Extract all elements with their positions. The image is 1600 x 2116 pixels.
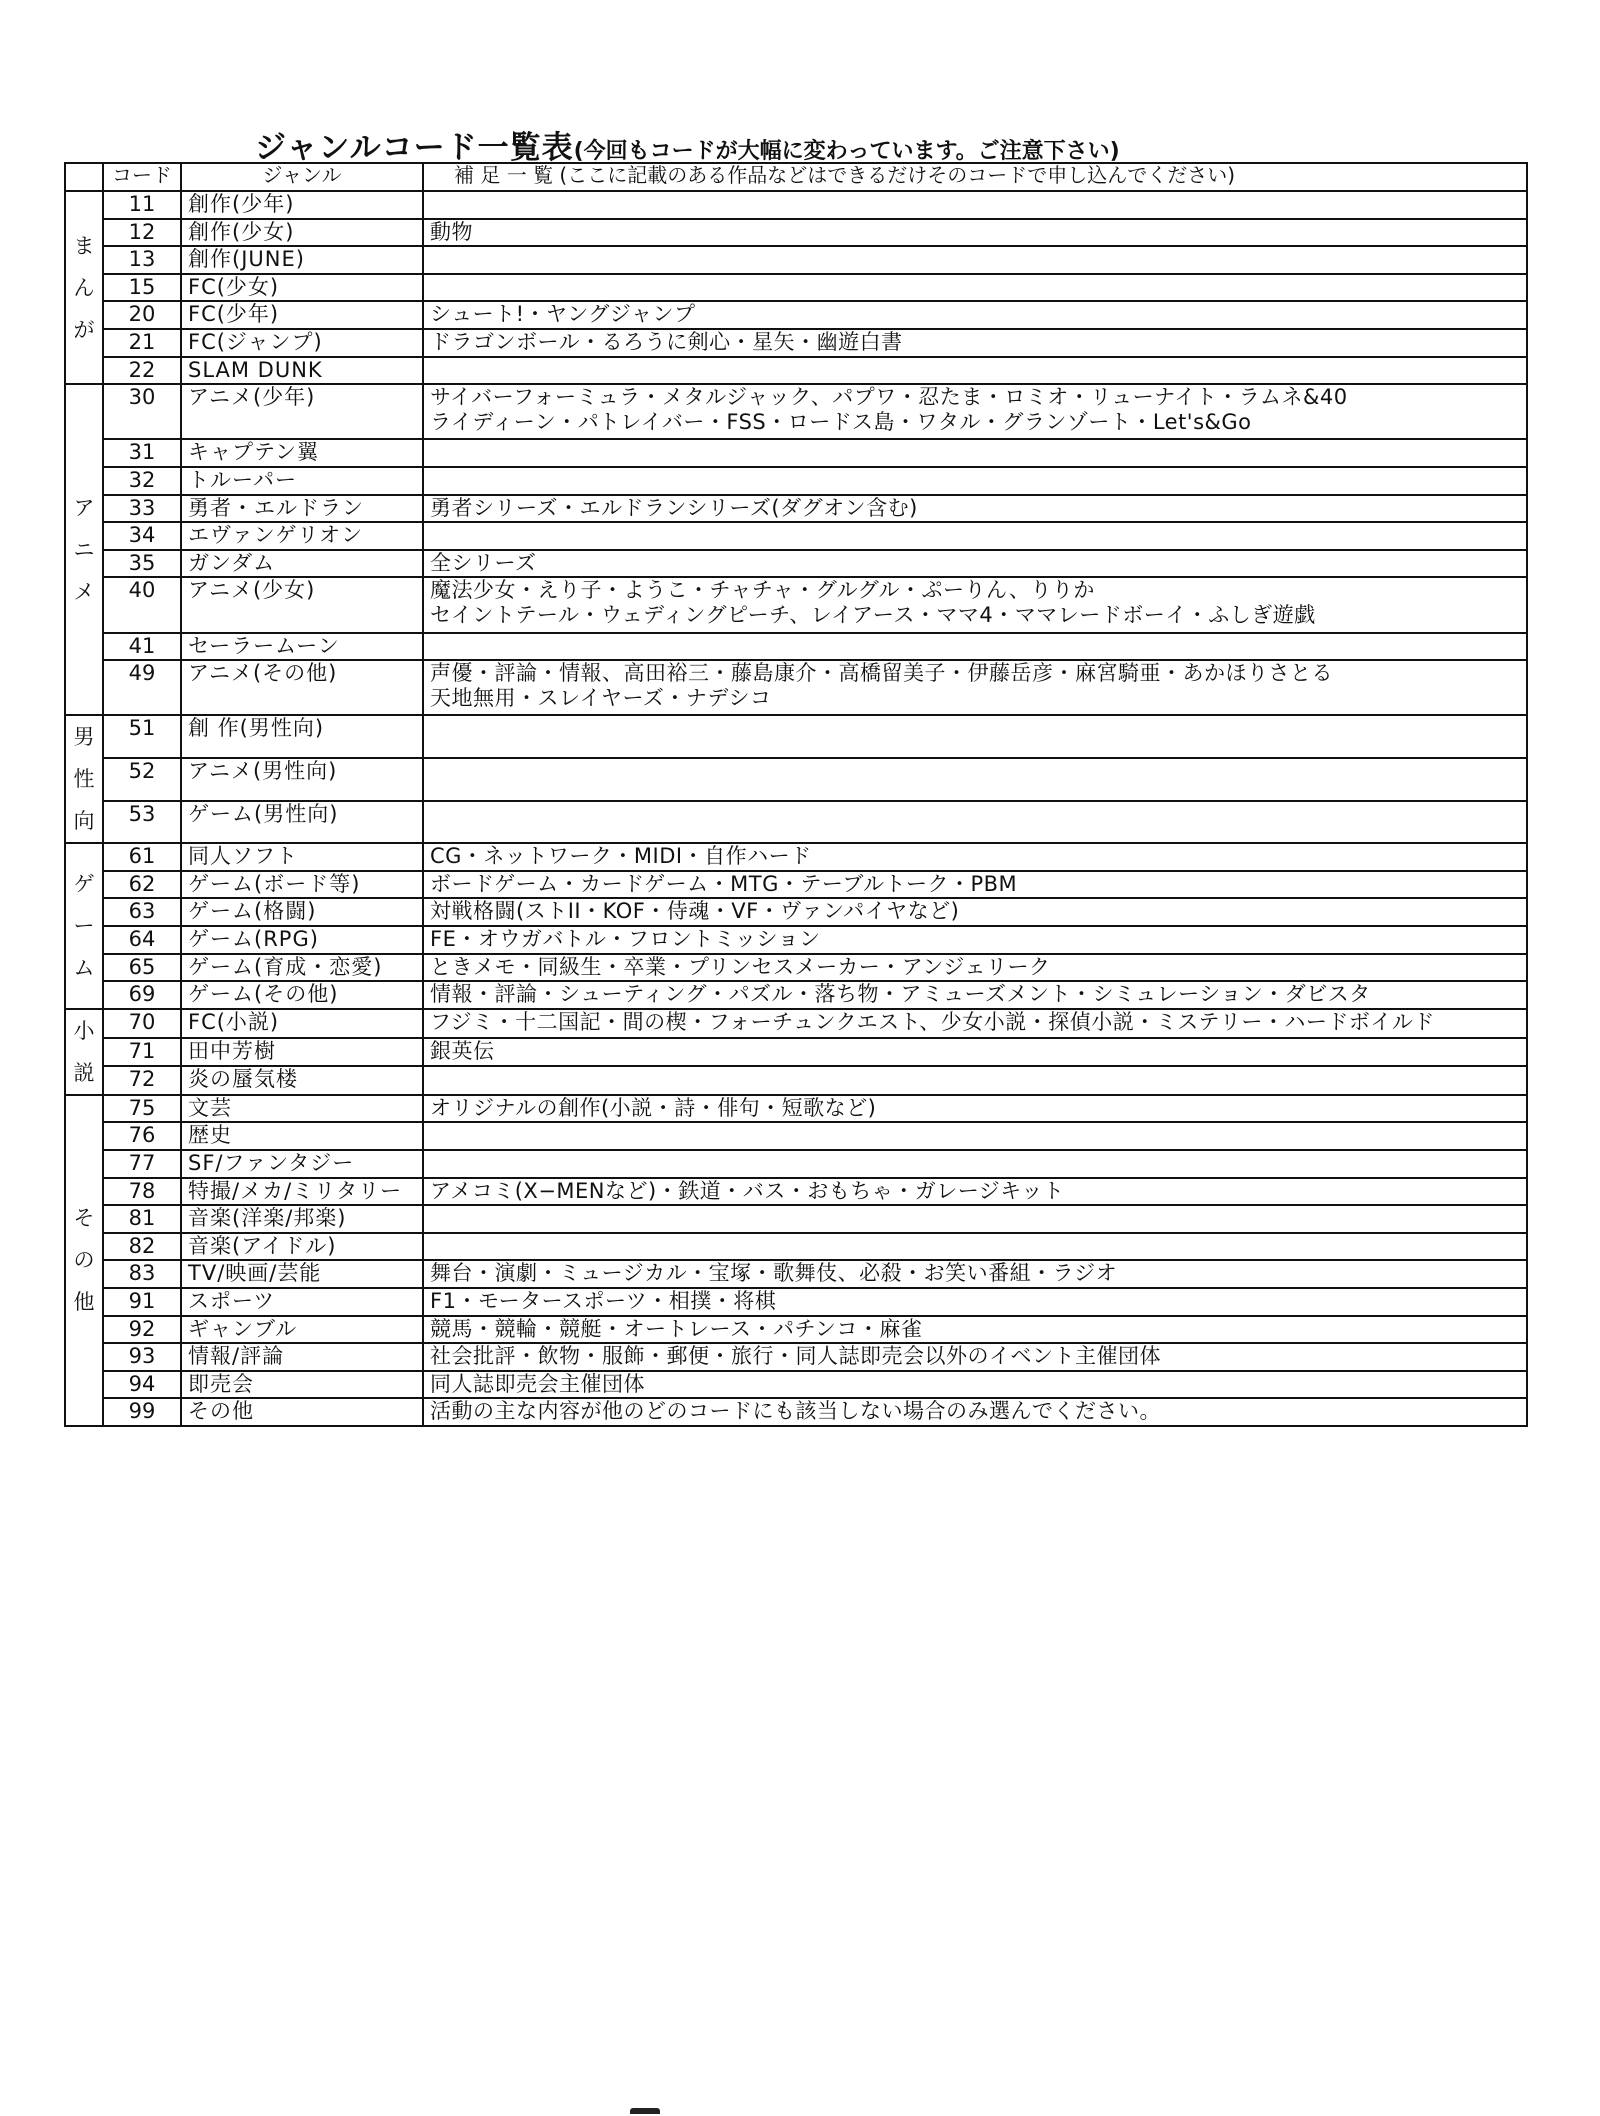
- note-cell: [423, 550, 1527, 578]
- genre-cell: アニメ(少年): [181, 384, 423, 439]
- table-row: [65, 843, 1527, 871]
- code-cell: 32: [103, 467, 181, 495]
- code-cell: 33: [103, 495, 181, 523]
- table-row: [65, 246, 1527, 274]
- table-row: [65, 1343, 1527, 1371]
- note-line: フジミ・十二国記・間の楔・フォーチュンクエスト、少女小説・探偵小説・ミステリー・ハードボイルド: [430, 1009, 1435, 1034]
- genre-cell: 創作(少年): [181, 191, 423, 219]
- table-row: [65, 633, 1527, 661]
- code-cell: 70: [103, 1009, 181, 1038]
- genre-cell: ゲーム(その他): [181, 981, 423, 1009]
- note-line: 天地無用・スレイヤーズ・ナデシコ: [430, 685, 772, 710]
- genre-cell: ガンダム: [181, 550, 423, 578]
- note-cell: [423, 1398, 1527, 1426]
- header-genre: ジャンル: [181, 163, 423, 191]
- code-cell: 31: [103, 439, 181, 467]
- page-title: [255, 122, 1355, 164]
- table-row: [65, 357, 1527, 385]
- note-cell: [423, 329, 1527, 357]
- note-cell: [423, 1095, 1527, 1123]
- table-row: [65, 1288, 1527, 1316]
- code-cell: 15: [103, 274, 181, 302]
- note-line: F1・モータースポーツ・相撲・将棋: [430, 1289, 777, 1313]
- table-row: [65, 191, 1527, 219]
- note-cell: [423, 1371, 1527, 1399]
- category-cell: [65, 1095, 103, 1426]
- note-line: 全シリーズ: [430, 550, 537, 575]
- code-cell: 72: [103, 1066, 181, 1095]
- genre-cell: アニメ(その他): [181, 660, 423, 715]
- note-cell: [423, 1316, 1527, 1344]
- note-cell: [423, 495, 1527, 523]
- note-cell: [423, 843, 1527, 871]
- note-line: アメコミ(X−MENなど)・鉄道・バス・おもちゃ・ガレージキット: [430, 1178, 1065, 1203]
- genre-cell: 炎の蜃気楼: [181, 1066, 423, 1095]
- table-row: [65, 926, 1527, 954]
- code-cell: 40: [103, 577, 181, 632]
- table-row: [65, 1178, 1527, 1206]
- table-row: [65, 1233, 1527, 1261]
- title-subtitle: (今回もコードが大幅に変わっています。ご注意下さい): [573, 139, 1120, 164]
- note-line: ボードゲーム・カードゲーム・MTG・テーブルトーク・PBM: [430, 871, 1018, 896]
- code-cell: 82: [103, 1233, 181, 1261]
- code-cell: 52: [103, 758, 181, 801]
- genre-cell: 即売会: [181, 1371, 423, 1399]
- table-row: [65, 1398, 1527, 1426]
- genre-cell: 情報/評論: [181, 1343, 423, 1371]
- code-cell: 49: [103, 660, 181, 715]
- note-cell: [423, 633, 1527, 661]
- code-cell: 30: [103, 384, 181, 439]
- note-line: 舞台・演劇・ミュージカル・宝塚・歌舞伎、必殺・お笑い番組・ラジオ: [430, 1261, 1118, 1286]
- table-row: [65, 1260, 1527, 1288]
- note-line: 声優・評論・情報、高田裕三・藤島康介・高橋留美子・伊藤岳彦・麻宮騎亜・あかほりさとる: [430, 661, 1333, 686]
- table-row: [65, 384, 1527, 439]
- code-cell: 71: [103, 1038, 181, 1067]
- table-row: [65, 1122, 1527, 1150]
- genre-cell: ゲーム(RPG): [181, 926, 423, 954]
- note-line: 社会批評・飲物・服飾・郵便・旅行・同人誌即売会以外のイベント主催団体: [430, 1344, 1161, 1369]
- note-line: ときメモ・同級生・卒業・プリンセスメーカー・アンジェリーク: [430, 954, 1051, 979]
- genre-cell: ゲーム(格闘): [181, 898, 423, 926]
- code-cell: 92: [103, 1316, 181, 1344]
- genre-cell: エヴァンゲリオン: [181, 522, 423, 550]
- code-cell: 65: [103, 954, 181, 982]
- note-cell: [423, 1343, 1527, 1371]
- code-cell: 11: [103, 191, 181, 219]
- note-cell: [423, 301, 1527, 329]
- note-line: オリジナルの創作(小説・詩・俳句・短歌など): [430, 1095, 877, 1120]
- note-line: 勇者シリーズ・エルドランシリーズ(ダグオン含む): [430, 495, 918, 520]
- note-line: 競馬・競輪・競艇・オートレース・パチンコ・麻雀: [430, 1316, 923, 1341]
- category-cell: [65, 1009, 103, 1095]
- note-cell: [423, 219, 1527, 247]
- genre-cell: SLAM DUNK: [181, 357, 423, 385]
- genre-cell: 創 作(男性向): [181, 715, 423, 758]
- header-note: 補 足 一 覧 (ここに記載のある作品などはできるだけそのコードで申し込んでください): [423, 163, 1527, 191]
- note-line: 銀英伝: [430, 1038, 495, 1063]
- page-edge-mark: [630, 2108, 660, 2114]
- table-row: [65, 898, 1527, 926]
- genre-cell: TV/映画/芸能: [181, 1260, 423, 1288]
- note-cell: [423, 1066, 1527, 1095]
- table-row: [65, 1066, 1527, 1095]
- code-cell: 53: [103, 801, 181, 844]
- code-cell: 76: [103, 1122, 181, 1150]
- note-cell: [423, 898, 1527, 926]
- genre-cell: 田中芳樹: [181, 1038, 423, 1067]
- genre-cell: 創作(JUNE): [181, 246, 423, 274]
- genre-cell: SF/ファンタジー: [181, 1150, 423, 1178]
- table-row: [65, 660, 1527, 715]
- code-cell: 13: [103, 246, 181, 274]
- code-cell: 35: [103, 550, 181, 578]
- table-row: [65, 1095, 1527, 1123]
- genre-cell: キャプテン翼: [181, 439, 423, 467]
- genre-cell: ギャンブル: [181, 1316, 423, 1344]
- table-row: [65, 981, 1527, 1009]
- genre-cell: アニメ(少女): [181, 577, 423, 632]
- note-cell: [423, 1233, 1527, 1261]
- note-cell: [423, 801, 1527, 844]
- note-cell: [423, 439, 1527, 467]
- note-cell: [423, 577, 1527, 632]
- genre-cell: ゲーム(ボード等): [181, 871, 423, 899]
- category-label: アニメ: [73, 495, 95, 604]
- table-row: [65, 1150, 1527, 1178]
- note-cell: [423, 981, 1527, 1009]
- table-row: [65, 801, 1527, 844]
- note-cell: [423, 1178, 1527, 1206]
- code-cell: 99: [103, 1398, 181, 1426]
- note-line: 活動の主な内容が他のどのコードにも該当しない場合のみ選んでください。: [430, 1399, 1161, 1424]
- code-cell: 77: [103, 1150, 181, 1178]
- code-cell: 83: [103, 1260, 181, 1288]
- table-row: [65, 495, 1527, 523]
- category-label: ゲーム: [73, 872, 95, 981]
- code-cell: 78: [103, 1178, 181, 1206]
- title-main: ジャンルコード一覧表: [255, 130, 574, 166]
- note-cell: [423, 1122, 1527, 1150]
- genre-cell: 特撮/メカ/ミリタリー: [181, 1178, 423, 1206]
- code-cell: 94: [103, 1371, 181, 1399]
- note-cell: [423, 522, 1527, 550]
- table-row: [65, 467, 1527, 495]
- table-body: [65, 191, 1527, 1426]
- note-cell: [423, 871, 1527, 899]
- table-row: [65, 274, 1527, 302]
- code-cell: 34: [103, 522, 181, 550]
- note-line: FE・オウガバトル・フロントミッション: [430, 927, 821, 952]
- table-row: [65, 715, 1527, 758]
- table-row: [65, 329, 1527, 357]
- code-cell: 62: [103, 871, 181, 899]
- genre-code-table: [64, 162, 1528, 1427]
- code-cell: 20: [103, 301, 181, 329]
- code-cell: 64: [103, 926, 181, 954]
- note-line: ドラゴンボール・るろうに剣心・星矢・幽遊白書: [430, 329, 903, 354]
- genre-cell: 文芸: [181, 1095, 423, 1123]
- category-cell: [65, 715, 103, 843]
- note-cell: [423, 954, 1527, 982]
- note-cell: [423, 1288, 1527, 1316]
- note-line: CG・ネットワーク・MIDI・自作ハード: [430, 844, 812, 869]
- code-cell: 61: [103, 843, 181, 871]
- table-row: [65, 758, 1527, 801]
- category-cell: [65, 384, 103, 715]
- note-cell: [423, 1260, 1527, 1288]
- code-cell: 21: [103, 329, 181, 357]
- genre-cell: 歴史: [181, 1122, 423, 1150]
- genre-cell: FC(ジャンプ): [181, 329, 423, 357]
- genre-cell: ゲーム(育成・恋愛): [181, 954, 423, 982]
- note-cell: [423, 660, 1527, 715]
- note-line: セイントテール・ウェディングピーチ、レイアース・ママ4・ママレードボーイ・ふしぎ遊戯: [430, 603, 1316, 628]
- note-line: 対戦格闘(ストII・KOF・侍魂・VF・ヴァンパイヤなど): [430, 899, 960, 924]
- genre-cell: 同人ソフト: [181, 843, 423, 871]
- table-row: [65, 439, 1527, 467]
- code-cell: 12: [103, 219, 181, 247]
- category-label: その他: [73, 1206, 95, 1315]
- code-cell: 93: [103, 1343, 181, 1371]
- table-row: [65, 301, 1527, 329]
- genre-cell: FC(少年): [181, 301, 423, 329]
- note-cell: [423, 384, 1527, 439]
- table-row: [65, 219, 1527, 247]
- table-header-row: [65, 163, 1527, 191]
- note-line: 同人誌即売会主催団体: [430, 1371, 645, 1396]
- note-line: シュート!・ヤングジャンプ: [430, 302, 696, 327]
- table-row: [65, 1371, 1527, 1399]
- code-cell: 91: [103, 1288, 181, 1316]
- code-cell: 75: [103, 1095, 181, 1123]
- code-cell: 81: [103, 1205, 181, 1233]
- note-line: 情報・評論・シューティング・パズル・落ち物・アミューズメント・シミュレーション・ダビスタ: [430, 982, 1371, 1007]
- note-cell: [423, 1150, 1527, 1178]
- code-cell: 51: [103, 715, 181, 758]
- note-line: サイバーフォーミュラ・メタルジャック、パプワ・忍たま・ロミオ・リューナイト・ラムネ&40: [430, 385, 1348, 410]
- genre-cell: FC(小説): [181, 1009, 423, 1038]
- table-row: [65, 522, 1527, 550]
- genre-cell: セーラームーン: [181, 633, 423, 661]
- note-cell: [423, 1009, 1527, 1038]
- genre-cell: 音楽(アイドル): [181, 1233, 423, 1261]
- note-line: 動物: [430, 219, 473, 244]
- genre-cell: スポーツ: [181, 1288, 423, 1316]
- table-row: [65, 954, 1527, 982]
- category-cell: [65, 191, 103, 384]
- table-row: [65, 1038, 1527, 1067]
- note-cell: [423, 926, 1527, 954]
- table-row: [65, 871, 1527, 899]
- header-code: コード: [103, 163, 181, 191]
- genre-cell: 音楽(洋楽/邦楽): [181, 1205, 423, 1233]
- table-row: [65, 577, 1527, 632]
- category-label: まんが: [73, 233, 95, 342]
- genre-cell: トルーパー: [181, 467, 423, 495]
- code-cell: 41: [103, 633, 181, 661]
- genre-cell: 勇者・エルドラン: [181, 495, 423, 523]
- genre-cell: その他: [181, 1398, 423, 1426]
- note-cell: [423, 191, 1527, 219]
- table-row: [65, 1009, 1527, 1038]
- table-row: [65, 1205, 1527, 1233]
- note-cell: [423, 758, 1527, 801]
- table-row: [65, 1316, 1527, 1344]
- category-label: 男性向: [73, 725, 95, 834]
- category-cell: [65, 843, 103, 1009]
- note-cell: [423, 1205, 1527, 1233]
- note-line: ライディーン・パトレイバー・FSS・ロードス島・ワタル・グランゾート・Let's&Go: [430, 409, 1252, 434]
- genre-cell: FC(少女): [181, 274, 423, 302]
- genre-cell: ゲーム(男性向): [181, 801, 423, 844]
- code-cell: 69: [103, 981, 181, 1009]
- code-cell: 22: [103, 357, 181, 385]
- note-cell: [423, 357, 1527, 385]
- code-cell: 63: [103, 898, 181, 926]
- note-cell: [423, 715, 1527, 758]
- note-cell: [423, 274, 1527, 302]
- header-category: [65, 163, 103, 191]
- table-row: [65, 550, 1527, 578]
- category-label: 小説: [73, 1018, 95, 1085]
- note-cell: [423, 467, 1527, 495]
- note-cell: [423, 246, 1527, 274]
- genre-cell: アニメ(男性向): [181, 758, 423, 801]
- note-cell: [423, 1038, 1527, 1067]
- note-line: 魔法少女・えり子・ようこ・チャチャ・グルグル・ぷーりん、りりか: [430, 578, 1095, 603]
- genre-cell: 創作(少女): [181, 219, 423, 247]
